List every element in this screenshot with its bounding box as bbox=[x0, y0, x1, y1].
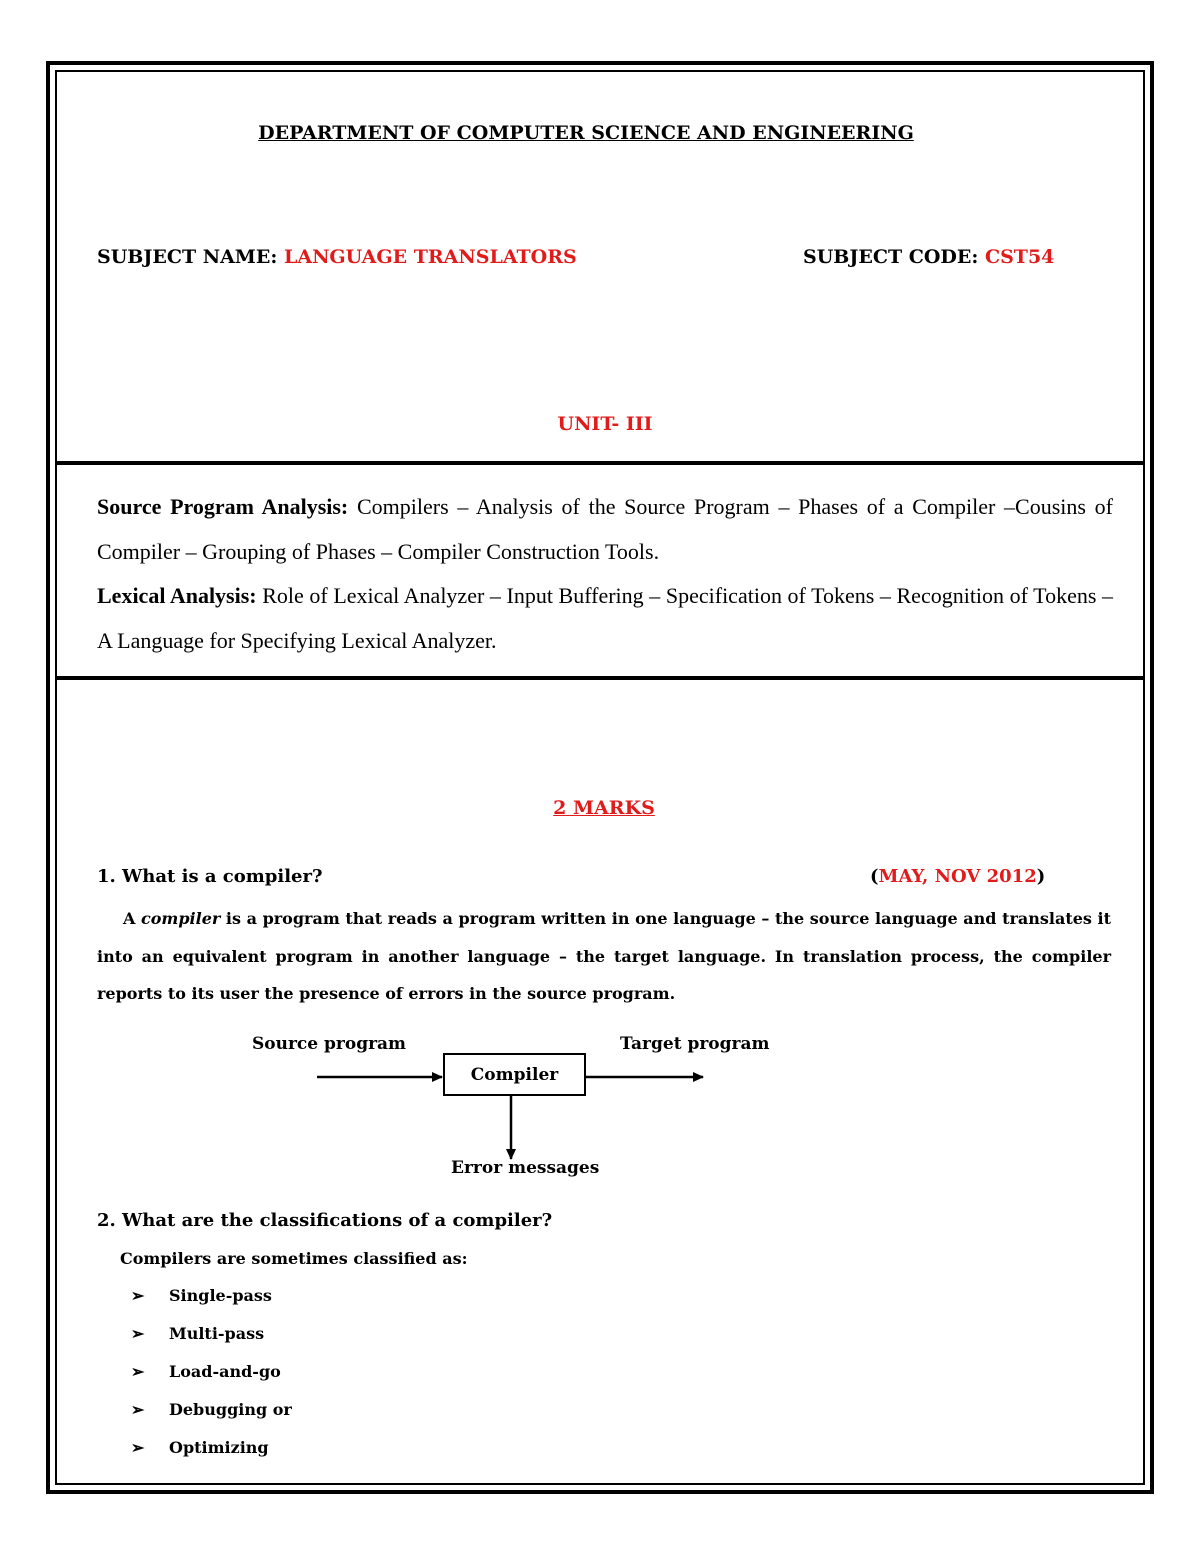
list-item bbox=[131, 1438, 292, 1476]
list-item-text: Debugging or bbox=[169, 1400, 292, 1419]
section-title: 2 MARKS bbox=[553, 797, 655, 819]
classification-list bbox=[131, 1286, 292, 1476]
arrow-bullet-icon: ➢ bbox=[131, 1286, 145, 1305]
arrow-bullet-icon: ➢ bbox=[131, 1438, 145, 1457]
subject-name-label: SUBJECT NAME: bbox=[97, 246, 278, 268]
syllabus-part-1-heading: Source Program Analysis: bbox=[97, 494, 349, 519]
list-item bbox=[131, 1362, 292, 1400]
compiler-box: Compiler bbox=[443, 1053, 586, 1096]
error-messages-label: Error messages bbox=[451, 1158, 600, 1178]
department-title: DEPARTMENT OF COMPUTER SCIENCE AND ENGINEERING bbox=[258, 122, 914, 144]
syllabus-part-2-text: Role of Lexical Analyzer – Input Buffering – Specification of Tokens – Recognition of Tokens –A Language for Specifying Lexical Analyzer. bbox=[97, 583, 1114, 653]
arrow-bullet-icon: ➢ bbox=[131, 1324, 145, 1343]
list-item bbox=[131, 1286, 292, 1324]
syllabus-part-1-text: Compilers – Analysis of the Source Program – Phases of a Compiler –Cousins of Compiler – Grouping of Phases – Compiler Construction Tools. bbox=[97, 494, 1113, 564]
list-item-text: Load-and-go bbox=[169, 1362, 281, 1381]
question-1: 1. What is a compiler? bbox=[97, 866, 323, 887]
list-item-text: Optimizing bbox=[169, 1438, 269, 1457]
subject-name-value: LANGUAGE TRANSLATORS bbox=[283, 246, 577, 268]
tag-text: MAY, NOV 2012 bbox=[878, 866, 1037, 887]
target-program-label: Target program bbox=[620, 1034, 770, 1054]
arrow-bullet-icon: ➢ bbox=[131, 1400, 145, 1419]
subject-code-value: CST54 bbox=[984, 246, 1055, 268]
tag-open: ( bbox=[870, 866, 879, 887]
subject-code-label: SUBJECT CODE: bbox=[803, 246, 979, 268]
syllabus-part-2-heading: Lexical Analysis: bbox=[97, 583, 257, 608]
unit-title: UNIT- III bbox=[557, 413, 653, 435]
answer-1-pre: A bbox=[123, 909, 142, 928]
tag-close: ) bbox=[1036, 866, 1046, 887]
answer-1-term: compiler bbox=[141, 909, 221, 928]
list-item bbox=[131, 1324, 292, 1362]
question-2-intro: Compilers are sometimes classified as: bbox=[120, 1249, 468, 1268]
list-item-text: Multi-pass bbox=[169, 1324, 265, 1343]
list-item bbox=[131, 1400, 292, 1438]
list-item-text: Single-pass bbox=[169, 1286, 272, 1305]
source-program-label: Source program bbox=[252, 1034, 407, 1054]
question-2: 2. What are the classifications of a compiler? bbox=[97, 1210, 553, 1231]
arrow-bullet-icon: ➢ bbox=[131, 1362, 145, 1381]
answer-1-text: is a program that reads a program written in one language – the source language and translates it into an equivalent program in another language – the target language. In translation process, the compiler reports to its user the presence of errors in the source program. bbox=[97, 909, 1112, 1003]
